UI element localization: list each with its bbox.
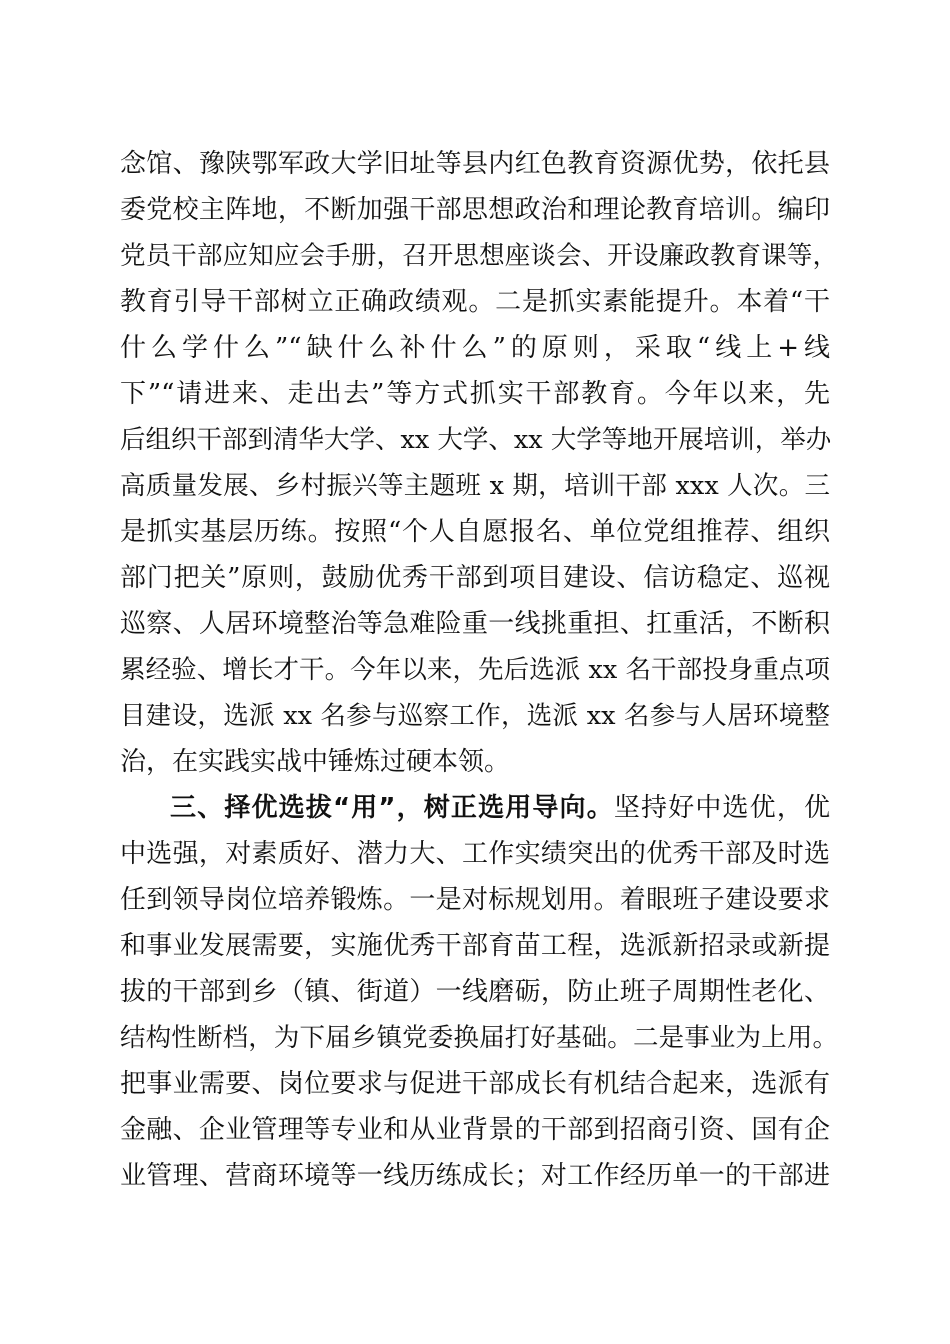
text-line: 把事业需要、岗位要求与促进干部成长有机结合起来，选派有 [120, 1069, 830, 1099]
text-line: 教育引导干部树立正确政绩观。二是抓实素能提升。本着“干 [120, 287, 830, 317]
text-line: 委党校主阵地，不断加强干部思想政治和理论教育培训。编印 [120, 195, 830, 225]
text-line: 业管理、营商环境等一线历练成长；对工作经历单一的干部进 [120, 1161, 830, 1191]
section-heading: 三、择优选拔“用”，树正选用导向。 [170, 793, 614, 823]
text-line: 是抓实基层历练。按照“个人自愿报名、单位党组推荐、组织 [120, 517, 830, 547]
text-line: 部门把关”原则，鼓励优秀干部到项目建设、信访稳定、巡视 [120, 563, 830, 593]
text-line: 结构性断档，为下届乡镇党委换届打好基础。二是事业为上用。 [120, 1023, 838, 1053]
text-line: 下”“请进来、走出去”等方式抓实干部教育。今年以来，先 [120, 379, 830, 409]
text-line: 念馆、豫陕鄂军政大学旧址等县内红色教育资源优势，依托县 [120, 149, 830, 179]
text-line: 和事业发展需要，实施优秀干部育苗工程，选派新招录或新提 [120, 931, 830, 961]
paragraph-heading-line [170, 790, 830, 826]
text-line: 拔的干部到乡（镇、街道）一线磨砺，防止班子周期性老化、 [120, 977, 830, 1007]
text-line: 党员干部应知应会手册，召开思想座谈会、开设廉政教育课等， [120, 241, 838, 271]
text-line: 中选强，对素质好、潜力大、工作实绩突出的优秀干部及时选 [120, 839, 830, 869]
text-line: 目建设，选派 xx 名参与巡察工作，选派 xx 名参与人居环境整 [120, 701, 830, 731]
text-line: 任到领导岗位培养锻炼。一是对标规划用。着眼班子建设要求 [120, 885, 830, 915]
text-line: 治，在实践实战中锤炼过硬本领。 [120, 747, 511, 777]
text-line: 金融、企业管理等专业和从业背景的干部到招商引资、国有企 [120, 1115, 830, 1145]
text-fragment: 坚持好中选优，优 [613, 793, 830, 823]
text-line: 高质量发展、乡村振兴等主题班 x 期，培训干部 xxx 人次。三 [120, 471, 830, 501]
text-line: 巡察、人居环境整治等急难险重一线挑重担、扛重活，不断积 [120, 609, 830, 639]
text-line: 什么学什么”“缺什么补什么”的原则，采取“线上+线 [120, 333, 830, 363]
text-line: 累经验、增长才干。今年以来，先后选派 xx 名干部投身重点项 [120, 655, 830, 685]
text-line: 后组织干部到清华大学、xx 大学、xx 大学等地开展培训，举办 [120, 425, 832, 455]
